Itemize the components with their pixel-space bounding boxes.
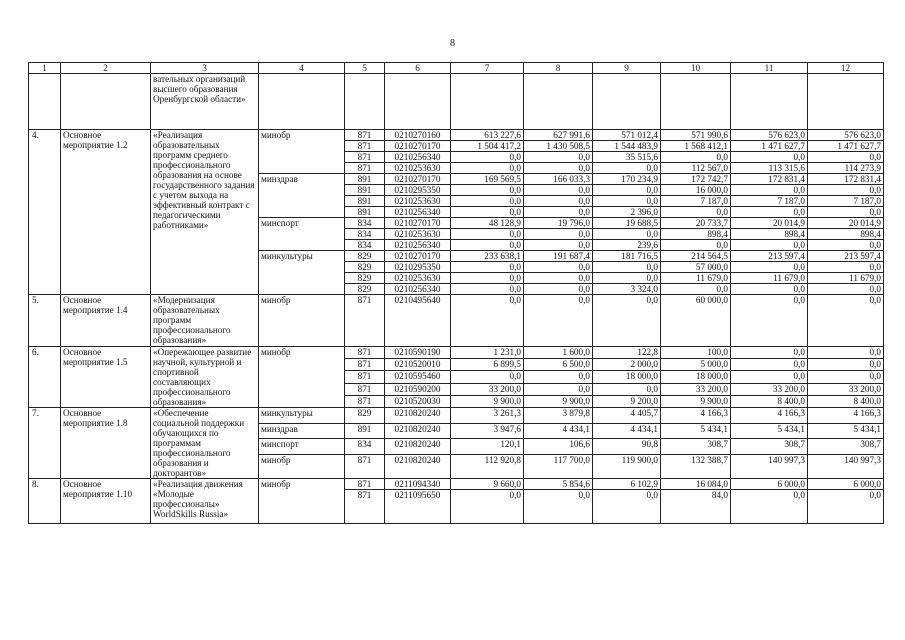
amount-cell: 0,0 xyxy=(808,371,884,383)
amount-cell: 0,0 xyxy=(593,295,661,347)
ministry-code: 829 xyxy=(345,273,385,284)
amount-cell: 4 434,1 xyxy=(593,423,661,439)
amount-cell: 0,0 xyxy=(451,273,524,284)
amount-cell: 0,0 xyxy=(451,295,524,347)
amount-cell: 0,0 xyxy=(451,262,524,273)
amount-cell: 0,0 xyxy=(524,295,593,347)
empty-cell xyxy=(808,74,884,130)
amount-cell: 1 430 508,5 xyxy=(524,141,593,152)
budget-code: 0210256340 xyxy=(385,207,451,218)
amount-cell: 0,0 xyxy=(808,207,884,218)
ministry-code: 891 xyxy=(345,196,385,207)
ministry-code: 829 xyxy=(345,284,385,295)
amount-cell: 0,0 xyxy=(451,229,524,240)
empty-cell xyxy=(29,74,61,130)
amount-cell: 122,8 xyxy=(593,347,661,359)
col-num: 1 xyxy=(29,63,61,74)
budget-code: 0210256340 xyxy=(385,240,451,251)
empty-cell xyxy=(524,74,593,130)
budget-code: 0210270170 xyxy=(385,174,451,185)
budget-code: 0210520010 xyxy=(385,359,451,371)
amount-cell: 48 128,9 xyxy=(451,218,524,229)
ministry-code: 871 xyxy=(345,359,385,371)
amount-cell: 0,0 xyxy=(524,229,593,240)
amount-cell: 120,1 xyxy=(451,439,524,455)
amount-cell: 172 831,4 xyxy=(808,174,884,185)
empty-cell xyxy=(345,74,385,130)
amount-cell: 0,0 xyxy=(593,273,661,284)
amount-cell: 0,0 xyxy=(524,371,593,383)
amount-cell: 5 000,0 xyxy=(661,359,731,371)
amount-cell: 1 504 417,2 xyxy=(451,141,524,152)
amount-cell: 4 434,1 xyxy=(524,423,593,439)
col-num: 6 xyxy=(385,63,451,74)
amount-cell: 5 434,1 xyxy=(808,423,884,439)
amount-cell: 1 471 627,7 xyxy=(731,141,808,152)
amount-cell: 0,0 xyxy=(524,207,593,218)
amount-cell: 119 900,0 xyxy=(593,455,661,479)
budget-code: 0211094340 xyxy=(385,479,451,490)
ministry-code: 829 xyxy=(345,262,385,273)
amount-cell: 0,0 xyxy=(593,196,661,207)
budget-code: 0210253630 xyxy=(385,196,451,207)
amount-cell: 0,0 xyxy=(808,262,884,273)
amount-cell: 3 947,6 xyxy=(451,423,524,439)
amount-cell: 0,0 xyxy=(661,207,731,218)
amount-cell: 33 200,0 xyxy=(731,383,808,395)
amount-cell: 0,0 xyxy=(524,240,593,251)
row-number: 6. xyxy=(29,347,61,408)
col-num: 10 xyxy=(661,63,731,74)
amount-cell: 0,0 xyxy=(593,383,661,395)
organization-name: минобр xyxy=(259,295,345,347)
amount-cell: 613 227,6 xyxy=(451,130,524,141)
amount-cell: 576 623,0 xyxy=(808,130,884,141)
organization-name: минкультуры xyxy=(259,408,345,424)
col-num: 2 xyxy=(61,63,151,74)
column-number-row xyxy=(29,63,884,74)
event-description: «Реализация образовательных программ среднего профессионального образования на основе государственного задания с учетом выхода на эффективный контракт с педагогическими работниками» xyxy=(151,130,259,295)
amount-cell: 0,0 xyxy=(731,152,808,163)
amount-cell: 0,0 xyxy=(451,196,524,207)
continuation-description: вательных организаций высшего образования Оренбургской области» xyxy=(151,74,259,130)
amount-cell: 0,0 xyxy=(731,185,808,196)
amount-cell: 0,0 xyxy=(524,185,593,196)
ministry-code: 834 xyxy=(345,229,385,240)
organization-name: минобр xyxy=(259,479,345,524)
budget-code: 0210820240 xyxy=(385,423,451,439)
amount-cell: 0,0 xyxy=(593,185,661,196)
budget-code: 0210820240 xyxy=(385,455,451,479)
amount-cell: 0,0 xyxy=(731,490,808,524)
amount-cell: 2 000,0 xyxy=(593,359,661,371)
amount-cell: 9 900,0 xyxy=(451,395,524,407)
amount-cell: 140 997,3 xyxy=(731,455,808,479)
amount-cell: 0,0 xyxy=(731,295,808,347)
table-row xyxy=(29,347,884,359)
amount-cell: 169 569,5 xyxy=(451,174,524,185)
col-num: 4 xyxy=(259,63,345,74)
amount-cell: 11 679,0 xyxy=(731,273,808,284)
event-description: «Опережающее развитие научной, культурной и спортивной составляющих профессионального образования» xyxy=(151,347,259,408)
amount-cell: 5 854,6 xyxy=(524,479,593,490)
budget-code: 0210253630 xyxy=(385,229,451,240)
amount-cell: 84,0 xyxy=(661,490,731,524)
amount-cell: 0,0 xyxy=(808,152,884,163)
amount-cell: 0,0 xyxy=(661,284,731,295)
amount-cell: 4 166,3 xyxy=(661,408,731,424)
budget-code: 0210820240 xyxy=(385,439,451,455)
amount-cell: 20 014,9 xyxy=(731,218,808,229)
ministry-code: 871 xyxy=(345,152,385,163)
amount-cell: 5 434,1 xyxy=(731,423,808,439)
amount-cell: 0,0 xyxy=(808,240,884,251)
amount-cell: 7 187,0 xyxy=(808,196,884,207)
row-number: 8. xyxy=(29,479,61,524)
amount-cell: 106,6 xyxy=(524,439,593,455)
amount-cell: 308,7 xyxy=(661,439,731,455)
amount-cell: 9 660,0 xyxy=(451,479,524,490)
budget-code: 0210295350 xyxy=(385,262,451,273)
amount-cell: 20 014,9 xyxy=(808,218,884,229)
amount-cell: 140 997,3 xyxy=(808,455,884,479)
amount-cell: 213 597,4 xyxy=(731,251,808,262)
amount-cell: 132 388,7 xyxy=(661,455,731,479)
budget-code: 0210270170 xyxy=(385,141,451,152)
amount-cell: 0,0 xyxy=(451,284,524,295)
amount-cell: 3 324,0 xyxy=(593,284,661,295)
ministry-code: 871 xyxy=(345,295,385,347)
amount-cell: 0,0 xyxy=(731,240,808,251)
amount-cell: 0,0 xyxy=(451,240,524,251)
budget-code: 0210253630 xyxy=(385,163,451,174)
amount-cell: 20 733,7 xyxy=(661,218,731,229)
ministry-code: 834 xyxy=(345,240,385,251)
col-num: 7 xyxy=(451,63,524,74)
amount-cell: 0,0 xyxy=(524,273,593,284)
budget-code: 0210595460 xyxy=(385,371,451,383)
amount-cell: 5 434,1 xyxy=(661,423,731,439)
event-name: Основное мероприятие 1.4 xyxy=(61,295,151,347)
amount-cell: 4 166,3 xyxy=(808,408,884,424)
budget-code: 0210590190 xyxy=(385,347,451,359)
organization-name: минобр xyxy=(259,130,345,174)
ministry-code: 871 xyxy=(345,455,385,479)
amount-cell: 0,0 xyxy=(661,152,731,163)
amount-cell: 7 187,0 xyxy=(731,196,808,207)
amount-cell: 233 638,1 xyxy=(451,251,524,262)
amount-cell: 571 012,4 xyxy=(593,130,661,141)
empty-cell xyxy=(661,74,731,130)
amount-cell: 0,0 xyxy=(808,295,884,347)
amount-cell: 35 515,6 xyxy=(593,152,661,163)
amount-cell: 117 700,0 xyxy=(524,455,593,479)
amount-cell: 112 567,0 xyxy=(661,163,731,174)
organization-name: минспорт xyxy=(259,439,345,455)
amount-cell: 4 166,3 xyxy=(731,408,808,424)
empty-cell xyxy=(385,74,451,130)
amount-cell: 112 920,8 xyxy=(451,455,524,479)
row-number: 5. xyxy=(29,295,61,347)
amount-cell: 0,0 xyxy=(524,284,593,295)
budget-code: 0210820240 xyxy=(385,408,451,424)
amount-cell: 172 742,7 xyxy=(661,174,731,185)
ministry-code: 891 xyxy=(345,207,385,218)
amount-cell: 1 544 483,9 xyxy=(593,141,661,152)
amount-cell: 0,0 xyxy=(661,240,731,251)
amount-cell: 0,0 xyxy=(731,262,808,273)
amount-cell: 0,0 xyxy=(451,490,524,524)
table-row xyxy=(29,130,884,141)
amount-cell: 0,0 xyxy=(731,207,808,218)
amount-cell: 0,0 xyxy=(524,196,593,207)
amount-cell: 8 400,0 xyxy=(808,395,884,407)
amount-cell: 0,0 xyxy=(731,284,808,295)
event-name: Основное мероприятие 1.2 xyxy=(61,130,151,295)
amount-cell: 0,0 xyxy=(808,284,884,295)
col-num: 9 xyxy=(593,63,661,74)
amount-cell: 6 899,5 xyxy=(451,359,524,371)
amount-cell: 6 500,0 xyxy=(524,359,593,371)
organization-name: минобр xyxy=(259,347,345,408)
amount-cell: 0,0 xyxy=(451,163,524,174)
amount-cell: 11 679,0 xyxy=(661,273,731,284)
amount-cell: 576 623,0 xyxy=(731,130,808,141)
amount-cell: 19 688,5 xyxy=(593,218,661,229)
amount-cell: 0,0 xyxy=(808,490,884,524)
amount-cell: 166 033,3 xyxy=(524,174,593,185)
amount-cell: 308,7 xyxy=(808,439,884,455)
amount-cell: 8 400,0 xyxy=(731,395,808,407)
amount-cell: 0,0 xyxy=(593,490,661,524)
organization-name: минкультуры xyxy=(259,251,345,295)
budget-code: 0210520030 xyxy=(385,395,451,407)
event-name: Основное мероприятие 1.5 xyxy=(61,347,151,408)
col-num: 12 xyxy=(808,63,884,74)
organization-name: минспорт xyxy=(259,218,345,251)
ministry-code: 891 xyxy=(345,185,385,196)
ministry-code: 871 xyxy=(345,490,385,524)
ministry-code: 871 xyxy=(345,395,385,407)
ministry-code: 891 xyxy=(345,423,385,439)
row-number: 4. xyxy=(29,130,61,295)
amount-cell: 191 687,4 xyxy=(524,251,593,262)
budget-code: 0210495640 xyxy=(385,295,451,347)
table-row xyxy=(29,408,884,424)
event-description: «Обеспечение социальной поддержки обучающихся по программам профессионального образования и докторантов» xyxy=(151,408,259,479)
amount-cell: 1 600,0 xyxy=(524,347,593,359)
amount-cell: 0,0 xyxy=(731,359,808,371)
amount-cell: 9 900,0 xyxy=(661,395,731,407)
ministry-code: 871 xyxy=(345,163,385,174)
budget-code: 0210270160 xyxy=(385,130,451,141)
amount-cell: 1 568 412,1 xyxy=(661,141,731,152)
amount-cell: 4 405,7 xyxy=(593,408,661,424)
amount-cell: 172 831,4 xyxy=(731,174,808,185)
event-name: Основное мероприятие 1.10 xyxy=(61,479,151,524)
empty-cell xyxy=(61,74,151,130)
amount-cell: 57 000,0 xyxy=(661,262,731,273)
amount-cell: 7 187,0 xyxy=(661,196,731,207)
table-row xyxy=(29,479,884,490)
amount-cell: 571 990,6 xyxy=(661,130,731,141)
amount-cell: 0,0 xyxy=(731,347,808,359)
ministry-code: 871 xyxy=(345,130,385,141)
amount-cell: 627 991,6 xyxy=(524,130,593,141)
amount-cell: 239,6 xyxy=(593,240,661,251)
budget-code: 0210256340 xyxy=(385,152,451,163)
amount-cell: 60 000,0 xyxy=(661,295,731,347)
amount-cell: 0,0 xyxy=(808,185,884,196)
amount-cell: 0,0 xyxy=(808,359,884,371)
amount-cell: 33 200,0 xyxy=(661,383,731,395)
budget-code: 0210253630 xyxy=(385,273,451,284)
empty-cell xyxy=(593,74,661,130)
table-row xyxy=(29,295,884,347)
amount-cell: 2 396,0 xyxy=(593,207,661,218)
amount-cell: 0,0 xyxy=(593,163,661,174)
ministry-code: 829 xyxy=(345,251,385,262)
row-number: 7. xyxy=(29,408,61,479)
ministry-code: 891 xyxy=(345,174,385,185)
amount-cell: 213 597,4 xyxy=(808,251,884,262)
amount-cell: 9 900,0 xyxy=(524,395,593,407)
amount-cell: 898,4 xyxy=(661,229,731,240)
amount-cell: 0,0 xyxy=(731,371,808,383)
event-description: «Реализация движения «Молодые профессионалы» WorldSkills Russia» xyxy=(151,479,259,524)
ministry-code: 834 xyxy=(345,439,385,455)
amount-cell: 170 234,9 xyxy=(593,174,661,185)
amount-cell: 9 200,0 xyxy=(593,395,661,407)
ministry-code: 871 xyxy=(345,371,385,383)
amount-cell: 0,0 xyxy=(524,383,593,395)
amount-cell: 18 000,0 xyxy=(593,371,661,383)
amount-cell: 0,0 xyxy=(524,490,593,524)
budget-code: 0211095650 xyxy=(385,490,451,524)
ministry-code: 871 xyxy=(345,383,385,395)
amount-cell: 0,0 xyxy=(524,152,593,163)
organization-name: минздрав xyxy=(259,174,345,218)
budget-code: 0210270170 xyxy=(385,251,451,262)
amount-cell: 16 084,0 xyxy=(661,479,731,490)
amount-cell: 181 716,5 xyxy=(593,251,661,262)
amount-cell: 100,0 xyxy=(661,347,731,359)
amount-cell: 898,4 xyxy=(731,229,808,240)
amount-cell: 0,0 xyxy=(451,152,524,163)
amount-cell: 6 102,9 xyxy=(593,479,661,490)
col-num: 11 xyxy=(731,63,808,74)
amount-cell: 0,0 xyxy=(593,262,661,273)
amount-cell: 0,0 xyxy=(451,207,524,218)
amount-cell: 33 200,0 xyxy=(451,383,524,395)
amount-cell: 18 000,0 xyxy=(661,371,731,383)
amount-cell: 16 000,0 xyxy=(661,185,731,196)
amount-cell: 0,0 xyxy=(524,262,593,273)
amount-cell: 898,4 xyxy=(808,229,884,240)
ministry-code: 829 xyxy=(345,408,385,424)
col-num: 8 xyxy=(524,63,593,74)
amount-cell: 11 679,0 xyxy=(808,273,884,284)
amount-cell: 6 000,0 xyxy=(731,479,808,490)
empty-cell xyxy=(451,74,524,130)
ministry-code: 871 xyxy=(345,347,385,359)
amount-cell: 113 315,6 xyxy=(731,163,808,174)
amount-cell: 0,0 xyxy=(808,347,884,359)
ministry-code: 871 xyxy=(345,141,385,152)
amount-cell: 1 231,0 xyxy=(451,347,524,359)
amount-cell: 308,7 xyxy=(731,439,808,455)
budget-code: 0210270170 xyxy=(385,218,451,229)
ministry-code: 834 xyxy=(345,218,385,229)
amount-cell: 1 471 627,7 xyxy=(808,141,884,152)
organization-name: минздрав xyxy=(259,423,345,439)
amount-cell: 214 564,5 xyxy=(661,251,731,262)
amount-cell: 0,0 xyxy=(524,163,593,174)
budget-code: 0210590200 xyxy=(385,383,451,395)
page-number: 8 xyxy=(450,38,455,49)
event-description: «Модернизация образовательных программ профессионального образования» xyxy=(151,295,259,347)
budget-code: 0210295350 xyxy=(385,185,451,196)
budget-table xyxy=(28,62,884,524)
amount-cell: 0,0 xyxy=(593,229,661,240)
amount-cell: 114 273,9 xyxy=(808,163,884,174)
amount-cell: 6 000,0 xyxy=(808,479,884,490)
amount-cell: 90,8 xyxy=(593,439,661,455)
amount-cell: 33 200,0 xyxy=(808,383,884,395)
amount-cell: 0,0 xyxy=(451,371,524,383)
event-name: Основное мероприятие 1.8 xyxy=(61,408,151,479)
continuation-row xyxy=(29,74,884,130)
amount-cell: 0,0 xyxy=(451,185,524,196)
ministry-code: 871 xyxy=(345,479,385,490)
col-num: 3 xyxy=(151,63,259,74)
budget-code: 0210256340 xyxy=(385,284,451,295)
amount-cell: 19 796,0 xyxy=(524,218,593,229)
empty-cell xyxy=(259,74,345,130)
amount-cell: 3 879,8 xyxy=(524,408,593,424)
amount-cell: 3 261,3 xyxy=(451,408,524,424)
empty-cell xyxy=(731,74,808,130)
organization-name: минобр xyxy=(259,455,345,479)
col-num: 5 xyxy=(345,63,385,74)
table-body xyxy=(29,63,884,524)
